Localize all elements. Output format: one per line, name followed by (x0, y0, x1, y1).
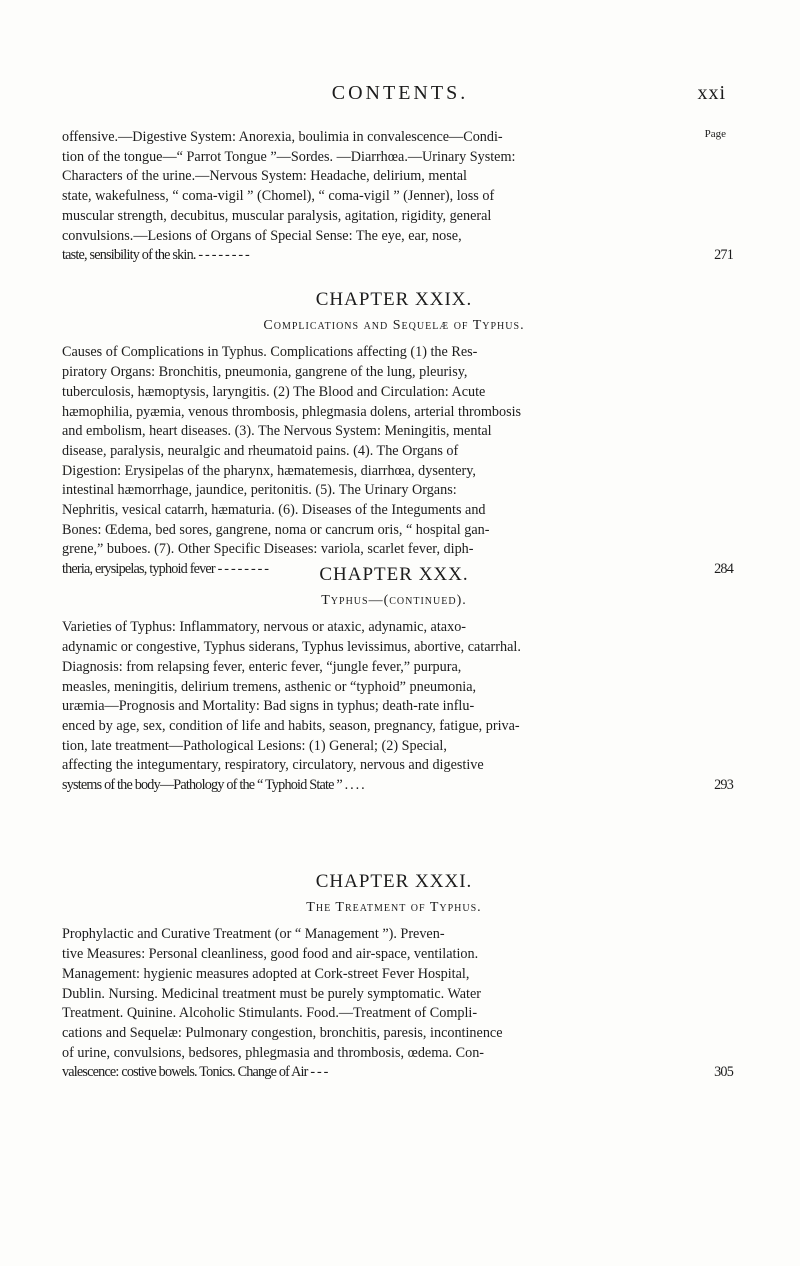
chapter-subheading: Typhus—(continued). (321, 592, 467, 608)
text-line: tuberculosis, hæmoptysis, laryngitis. (2) The Blood and Circulation: Acute (62, 383, 486, 400)
section-page-number: 271 (714, 247, 733, 264)
text-line: uræmia—Prognosis and Mortality: Bad signs in typhus; death-rate influ- (62, 698, 475, 715)
text-line: Prophylactic and Curative Treatment (or “ Management ”). Preven- (62, 926, 445, 943)
text-line: disease, paralysis, neuralgic and rheumatoid pains. (4). The Organs of (62, 442, 459, 459)
text-line: and embolism, heart diseases. (3). The Nervous System: Meningitis, mental (62, 423, 492, 440)
section-page-number: 293 (714, 777, 733, 794)
text-line: hæmophilia, pyæmia, venous thrombosis, phlegmasia dolens, arterial thrombosis (62, 403, 522, 420)
running-title: CONTENTS. (331, 82, 469, 104)
text-line: measles, meningitis, delirium tremens, asthenic or “typhoid” pneumonia, (62, 678, 477, 695)
text-line: Treatment. Quinine. Alcoholic Stimulants. Food.—Treatment of Compli- (62, 1005, 478, 1022)
page-column-label: Page (704, 128, 726, 140)
text-line: Dublin. Nursing. Medicinal treatment must be purely symptomatic. Water (62, 985, 482, 1002)
chapter-heading: CHAPTER XXX. (319, 564, 469, 585)
chapter-subheading: Complications and Sequelæ of Typhus. (263, 317, 525, 333)
text-line: convulsions.—Lesions of Organs of Special Sense: The eye, ear, nose, (62, 227, 462, 244)
text-line: adynamic or congestive, Typhus siderans, Typhus levissimus, abortive, catarrhal. (62, 639, 521, 656)
chapter-subheading: The Treatment of Typhus. (306, 899, 482, 915)
text-line: intestinal hæmorrhage, jaundice, peritonitis. (5). The Urinary Organs: (62, 482, 457, 499)
text-line: tion of the tongue—“ Parrot Tongue ”—Sordes. —Diarrhœa.—Urinary System: (62, 148, 516, 165)
chapter-heading: CHAPTER XXXI. (315, 871, 473, 892)
text-line: systems of the body—Pathology of the “ Typhoid State ” . . . . (62, 777, 364, 794)
text-line: enced by age, sex, condition of life and habits, season, pregnancy, fatigue, priva- (62, 717, 520, 734)
text-line: tion, late treatment—Pathological Lesions: (1) General; (2) Special, (62, 737, 447, 754)
text-line: theria, erysipelas, typhoid fever - - - - - - - - (62, 561, 269, 578)
text-line-last (62, 1063, 733, 1083)
text-line: muscular strength, decubitus, muscular paralysis, agitation, rigidity, general (62, 207, 492, 224)
section-page-number: 284 (714, 561, 733, 578)
text-line: piratory Organs: Bronchitis, pneumonia, gangrene of the lung, pleurisy, (62, 364, 468, 381)
text-line: affecting the integumentary, respiratory, circulatory, nervous and digestive (62, 757, 484, 774)
intro-section (62, 128, 733, 266)
text-line: Causes of Complications in Typhus. Complications affecting (1) the Res- (62, 344, 478, 361)
text-line-last (62, 246, 733, 266)
text-line: Management: hygienic measures adopted at Cork-street Fever Hospital, (62, 965, 470, 982)
text-line: Varieties of Typhus: Inflammatory, nervous or ataxic, adynamic, ataxo- (62, 619, 467, 636)
text-line: Bones: Œdema, bed sores, gangrene, noma or cancrum oris, “ hospital gan- (62, 521, 490, 538)
text-line: state, wakefulness, “ coma-vigil ” (Chomel), “ coma-vigil ” (Jenner), loss of (62, 188, 495, 205)
text-line: grene,” buboes. (7). Other Specific Diseases: variola, scarlet fever, diph- (62, 541, 474, 558)
text-line: offensive.—Digestive System: Anorexia, boulimia in convalescence—Condi- (62, 129, 503, 145)
running-head (0, 82, 800, 112)
chapter-29 (62, 289, 733, 580)
text-line: valescence: costive bowels. Tonics. Change of Air - - - (62, 1064, 328, 1081)
text-line: cations and Sequelæ: Pulmonary congestion, bronchitis, paresis, incontinence (62, 1024, 503, 1041)
text-line: Characters of the urine.—Nervous System: Headache, delirium, mental (62, 168, 468, 185)
text-line: Digestion: Erysipelas of the pharynx, hæmatemesis, diarrhœa, dysentery, (62, 462, 476, 479)
section-page-number: 305 (714, 1064, 733, 1081)
text-line: of urine, convulsions, bedsores, phlegmasia and thrombosis, œdema. Con- (62, 1044, 485, 1061)
chapter-heading: CHAPTER XXIX. (315, 289, 473, 310)
text-line: Diagnosis: from relapsing fever, enteric fever, “jungle fever,” purpura, (62, 658, 462, 675)
text-line-last (62, 776, 733, 796)
text-line: tive Measures: Personal cleanliness, good food and air-space, ventilation. (62, 946, 479, 963)
chapter-31 (62, 871, 733, 1083)
text-line: Nephritis, vesical catarrh, hæmaturia. (6). Diseases of the Integuments and (62, 502, 486, 519)
text-line: taste, sensibility of the skin. - - - - - - - - (62, 247, 249, 264)
roman-page-number: xxi (697, 82, 726, 104)
